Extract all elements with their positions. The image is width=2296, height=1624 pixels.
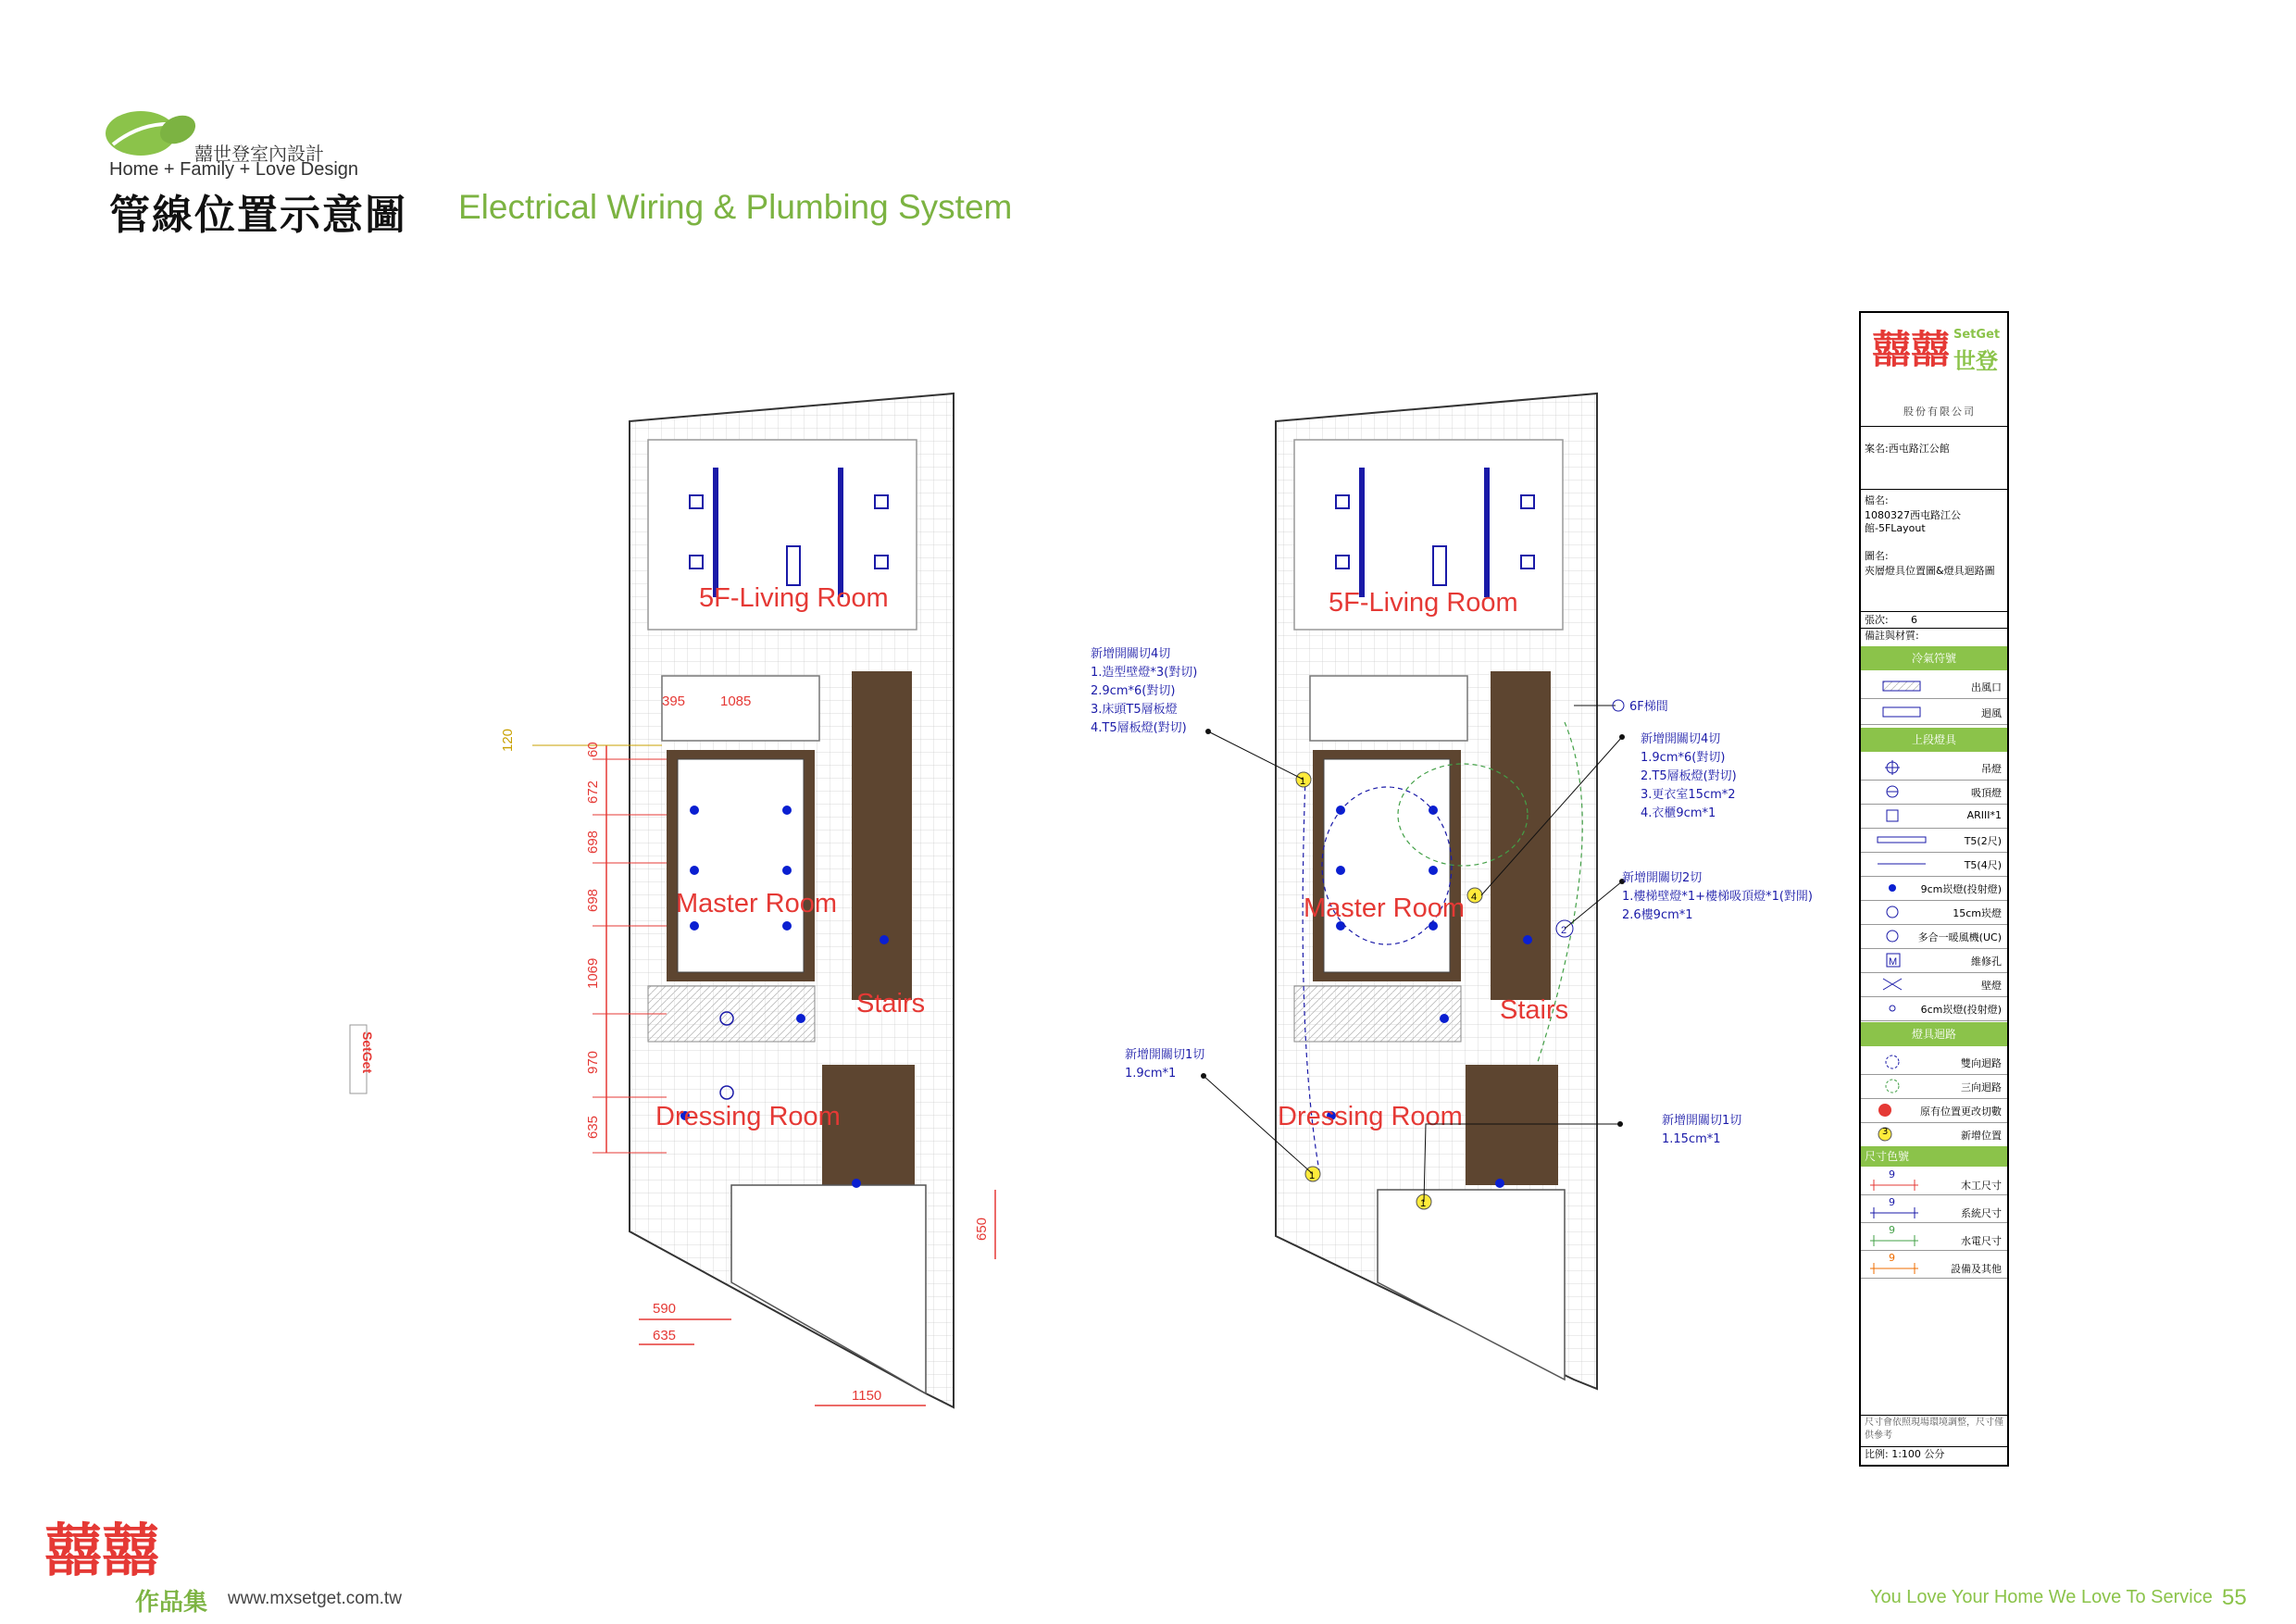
stairs-upper — [852, 671, 912, 1000]
dim-698a: 698 — [585, 830, 601, 854]
bathroom-area-right — [1378, 1190, 1565, 1380]
note3-line1: 1.樓梯壁燈*1+樓梯吸頂燈*1(對開) — [1622, 890, 1813, 904]
room-label-master-right: Master Room — [1304, 893, 1466, 923]
legend-circuit-2: 原有位置更改切數 — [1861, 1098, 2007, 1123]
page-title-zh: 管線位置示意圖 — [109, 192, 407, 239]
dim-970: 970 — [585, 1050, 601, 1074]
dim-60: 60 — [585, 742, 601, 757]
scale-label: 比例: 1:100 公分 — [1865, 1448, 1945, 1460]
remarks-label: 備註與材質: — [1865, 630, 1919, 642]
note3-title: 新增開關切2切 — [1622, 871, 1703, 885]
dim-395: 395 — [662, 693, 686, 709]
room-label-dressing: Dressing Room — [655, 1102, 841, 1131]
note2-line1: 1.9cm*6(對切) — [1641, 751, 1726, 765]
room-label-stairs: Stairs — [856, 989, 926, 1018]
footer-works: 作品集 — [135, 1589, 208, 1617]
room-label-living-right: 5F-Living Room — [1329, 588, 1518, 618]
legend-light-9: 壁燈 — [1861, 972, 2007, 997]
svg-text:M: M — [1889, 956, 1898, 968]
legend-light-3: T5(2尺) — [1861, 828, 2007, 853]
svg-text:1: 1 — [1309, 1170, 1316, 1181]
dim-650: 650 — [974, 1217, 990, 1241]
dim-120: 120 — [500, 728, 516, 752]
note2-title: 新增開關切4切 — [1641, 732, 1721, 746]
note1-title: 新增開關切4切 — [1091, 647, 1171, 661]
svg-text:1: 1 — [1420, 1198, 1427, 1209]
wardrobe-area-right — [1310, 676, 1467, 741]
t5-fixture — [713, 468, 718, 597]
drawing-value: 夾層燈具位置圖&燈具迴路圖 — [1865, 565, 1995, 577]
stairs-upper-right — [1491, 671, 1551, 1000]
footer-slogan: You Love Your Home We Love To Service — [1870, 1587, 2213, 1607]
legend-light-10: 6cm崁燈(投射燈) — [1861, 996, 2007, 1021]
legend-light-1: 吸頂燈 — [1861, 780, 2007, 805]
legend-circuit-3: 3 新增位置 — [1861, 1122, 2007, 1147]
stairs-lower-right — [1466, 1065, 1558, 1185]
stair-label-6f: 6F梯間 — [1629, 700, 1668, 714]
file-label: 檔名: — [1865, 494, 1889, 506]
dim-672: 672 — [585, 780, 601, 804]
svg-text:1: 1 — [1300, 776, 1306, 787]
page-title-en: Electrical Wiring & Plumbing System — [458, 188, 1013, 226]
legend-dim-2: 9 水電尺寸 — [1861, 1224, 2007, 1251]
title-block-logo-world: 世登 — [1953, 348, 1998, 374]
t5-fixture — [1484, 468, 1490, 597]
title-block-logo-en: SetGet — [1953, 328, 2001, 342]
dim-635a: 635 — [585, 1115, 601, 1139]
legend-dim-0: 9 木工尺寸 — [1861, 1168, 2007, 1195]
file-value: 1080327西屯路江公館-5FLayout — [1865, 509, 1961, 534]
bathroom-area — [731, 1185, 926, 1393]
dim-635b: 635 — [653, 1328, 677, 1343]
section-circuit: 燈具迴路 — [1861, 1022, 2007, 1046]
t5-fixture — [838, 468, 843, 597]
note2-line3: 3.更衣室15cm*2 — [1641, 788, 1736, 802]
brand-subtitle: 囍世登室內設計 — [194, 143, 324, 165]
section-light: 上段燈具 — [1861, 728, 2007, 752]
dim-1150: 1150 — [852, 1388, 882, 1404]
t5-fixture — [1359, 468, 1365, 597]
note2-line2: 2.T5層板燈(對切) — [1641, 769, 1737, 783]
title-block-company: 股份有限公司 — [1903, 406, 1976, 418]
svg-text:4: 4 — [1471, 892, 1478, 903]
footer-logo: 囍囍 — [44, 1517, 160, 1584]
dim-1069: 1069 — [585, 957, 601, 989]
case-name: 案名:西屯路江公館 — [1865, 443, 1950, 455]
svg-text:SetGet: SetGet — [360, 1031, 375, 1074]
title-block-logo: 囍囍 — [1872, 327, 1951, 372]
legend-light-6: 15cm崁燈 — [1861, 900, 2007, 925]
brand-tagline: Home + Family + Love Design — [109, 159, 359, 180]
note1-line1: 1.造型壁燈*3(對切) — [1091, 666, 1198, 680]
legend-light-2: ARIII*1 — [1861, 804, 2007, 829]
setget-badge — [350, 1025, 375, 1093]
note4-title: 新增開關切1切 — [1125, 1048, 1205, 1062]
note1-line4: 4.T5層板燈(對切) — [1091, 721, 1187, 735]
dim-698b: 698 — [585, 888, 601, 912]
plan-left — [500, 394, 995, 1407]
legend-circuit-0: 雙向迴路 — [1861, 1050, 2007, 1075]
legend-dim-1: 9 系統尺寸 — [1861, 1196, 2007, 1223]
dim-1085: 1085 — [720, 693, 752, 709]
note5-line1: 1.15cm*1 — [1662, 1132, 1721, 1146]
marker-4 — [1467, 888, 1482, 903]
legend-circuit-1: 三向迴路 — [1861, 1074, 2007, 1099]
note1-line3: 3.床頭T5層板燈 — [1091, 703, 1178, 717]
room-label-dressing-right: Dressing Room — [1278, 1102, 1463, 1131]
room-label-stairs-right: Stairs — [1500, 995, 1569, 1025]
drawing-label: 圖名: — [1865, 550, 1889, 562]
legend-light-5: 9cm崁燈(投射燈) — [1861, 876, 2007, 901]
legend-ac-0: 出風口 — [1861, 674, 2007, 699]
legend-light-7: 多合一暖風機(UC) — [1861, 924, 2007, 949]
plan-right — [1091, 394, 1813, 1389]
note2-line4: 4.衣櫃9cm*1 — [1641, 806, 1716, 820]
legend-light-0: 吊燈 — [1861, 756, 2007, 781]
master-bed — [678, 759, 804, 972]
page-number: 55 — [2222, 1585, 2247, 1610]
legend-ac-1: 迴風 — [1861, 700, 2007, 725]
legend-light-4: T5(4尺) — [1861, 852, 2007, 877]
master-bed-right — [1324, 759, 1450, 972]
title-block — [1859, 311, 2009, 1467]
legend-dim-3: 9 設備及其他 — [1861, 1252, 2007, 1279]
room-label-living: 5F-Living Room — [699, 583, 889, 613]
title-block-note: 尺寸會依照現場環境調整，尺寸僅供參考 — [1865, 1418, 2003, 1441]
note1-line2: 2.9cm*6(對切) — [1091, 684, 1176, 698]
section-dim: 尺寸色號 — [1861, 1146, 2007, 1167]
room-label-master: Master Room — [676, 889, 838, 918]
svg-text:2: 2 — [1561, 925, 1567, 936]
section-ac: 冷氣符號 — [1861, 646, 2007, 670]
corridor-area-right — [1294, 986, 1461, 1042]
sheet-number: 6 — [1911, 614, 1917, 626]
note3-line2: 2.6樓9cm*1 — [1622, 908, 1693, 922]
footer-website[interactable]: www.mxsetget.com.tw — [228, 1589, 402, 1608]
legend-light-8: M 維修孔 — [1861, 948, 2007, 973]
note5-title: 新增開關切1切 — [1662, 1114, 1742, 1128]
dim-590: 590 — [653, 1301, 677, 1317]
note4-line1: 1.9cm*1 — [1125, 1067, 1177, 1081]
sheet-label: 張次: — [1865, 614, 1889, 626]
